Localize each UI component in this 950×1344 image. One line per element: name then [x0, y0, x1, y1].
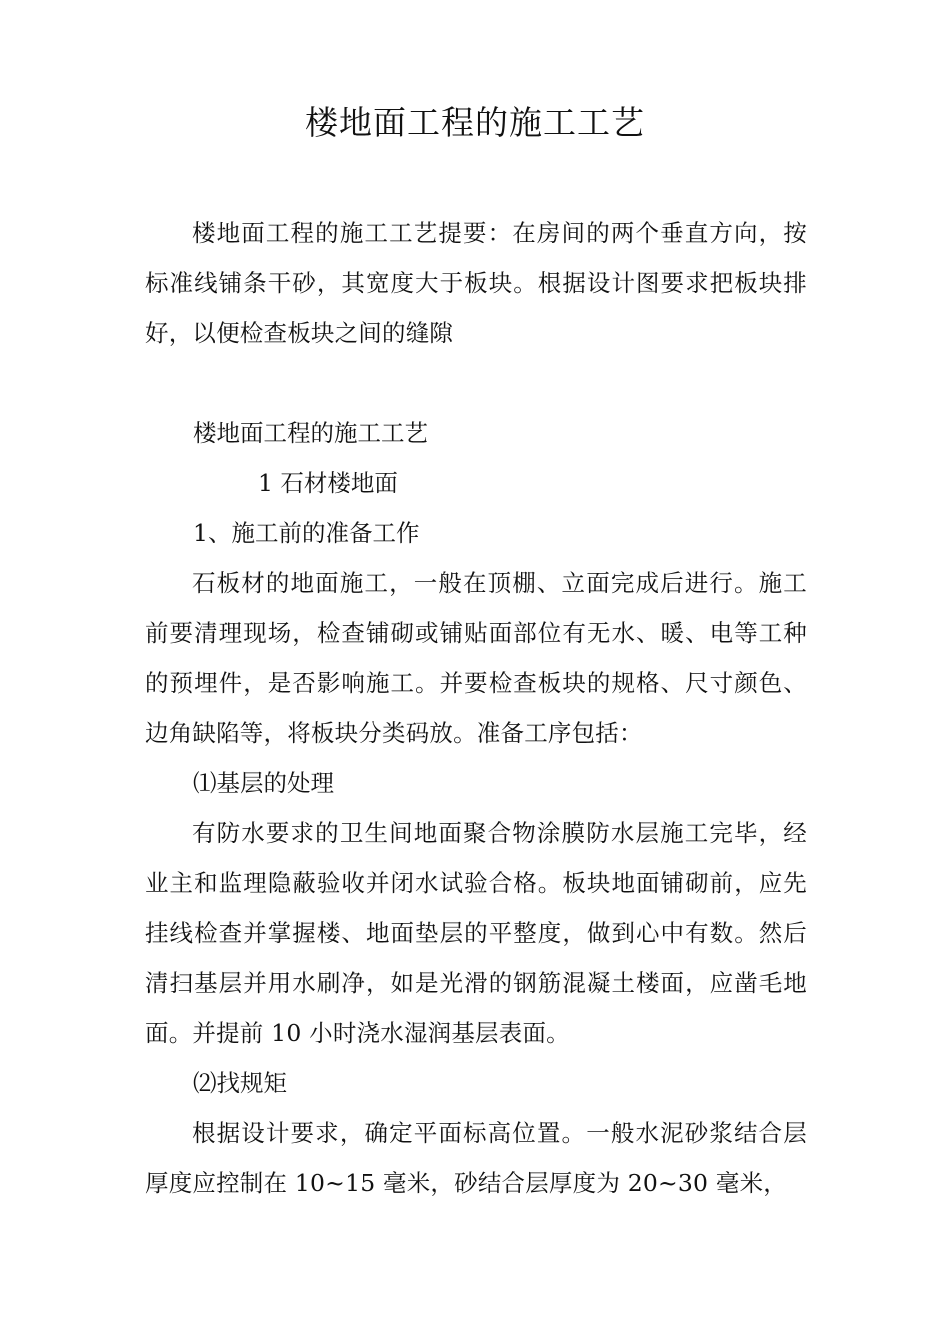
item-heading-rules: ⑵找规矩 [193, 1069, 287, 1097]
summary-paragraph: 楼地面工程的施工工艺提要：在房间的两个垂直方向，按标准线铺条干砂，其宽度大于板块。根据设计图要求把板块排好，以便检查板块之间的缝隙 [145, 219, 807, 347]
rules-paragraph: 根据设计要求，确定平面标高位置。一般水泥砂浆结合层厚度应控制在 10~15 毫米，砂结合层厚度为 20~30 毫米， [145, 1119, 807, 1197]
base-paragraph: 有防水要求的卫生间地面聚合物涂膜防水层施工完毕，经业主和监理隐蔽验收并闭水试验合格。板块地面铺砌前，应先挂线检查并掌握楼、地面垫层的平整度，做到心中有数。然后清扫基层并用水刷净，如是光滑的钢筋混凝土楼面，应凿毛地面。并提前 10 小时浇水湿润基层表面。 [145, 819, 807, 1047]
subsection-heading: 1、施工前的准备工作 [193, 519, 420, 547]
section-heading: 1 石材楼地面 [258, 469, 398, 497]
prep-paragraph: 石板材的地面施工，一般在顶棚、立面完成后进行。施工前要清理现场，检查铺砌或铺贴面部位有无水、暖、电等工种的预埋件，是否影响施工。并要检查板块的规格、尺寸颜色、边角缺陷等，将板块分类码放。准备工序包括： [145, 569, 807, 747]
heading-repeat: 楼地面工程的施工工艺 [193, 419, 428, 447]
document-title: 楼地面工程的施工工艺 [305, 103, 645, 142]
item-heading-base: ⑴基层的处理 [193, 769, 334, 797]
